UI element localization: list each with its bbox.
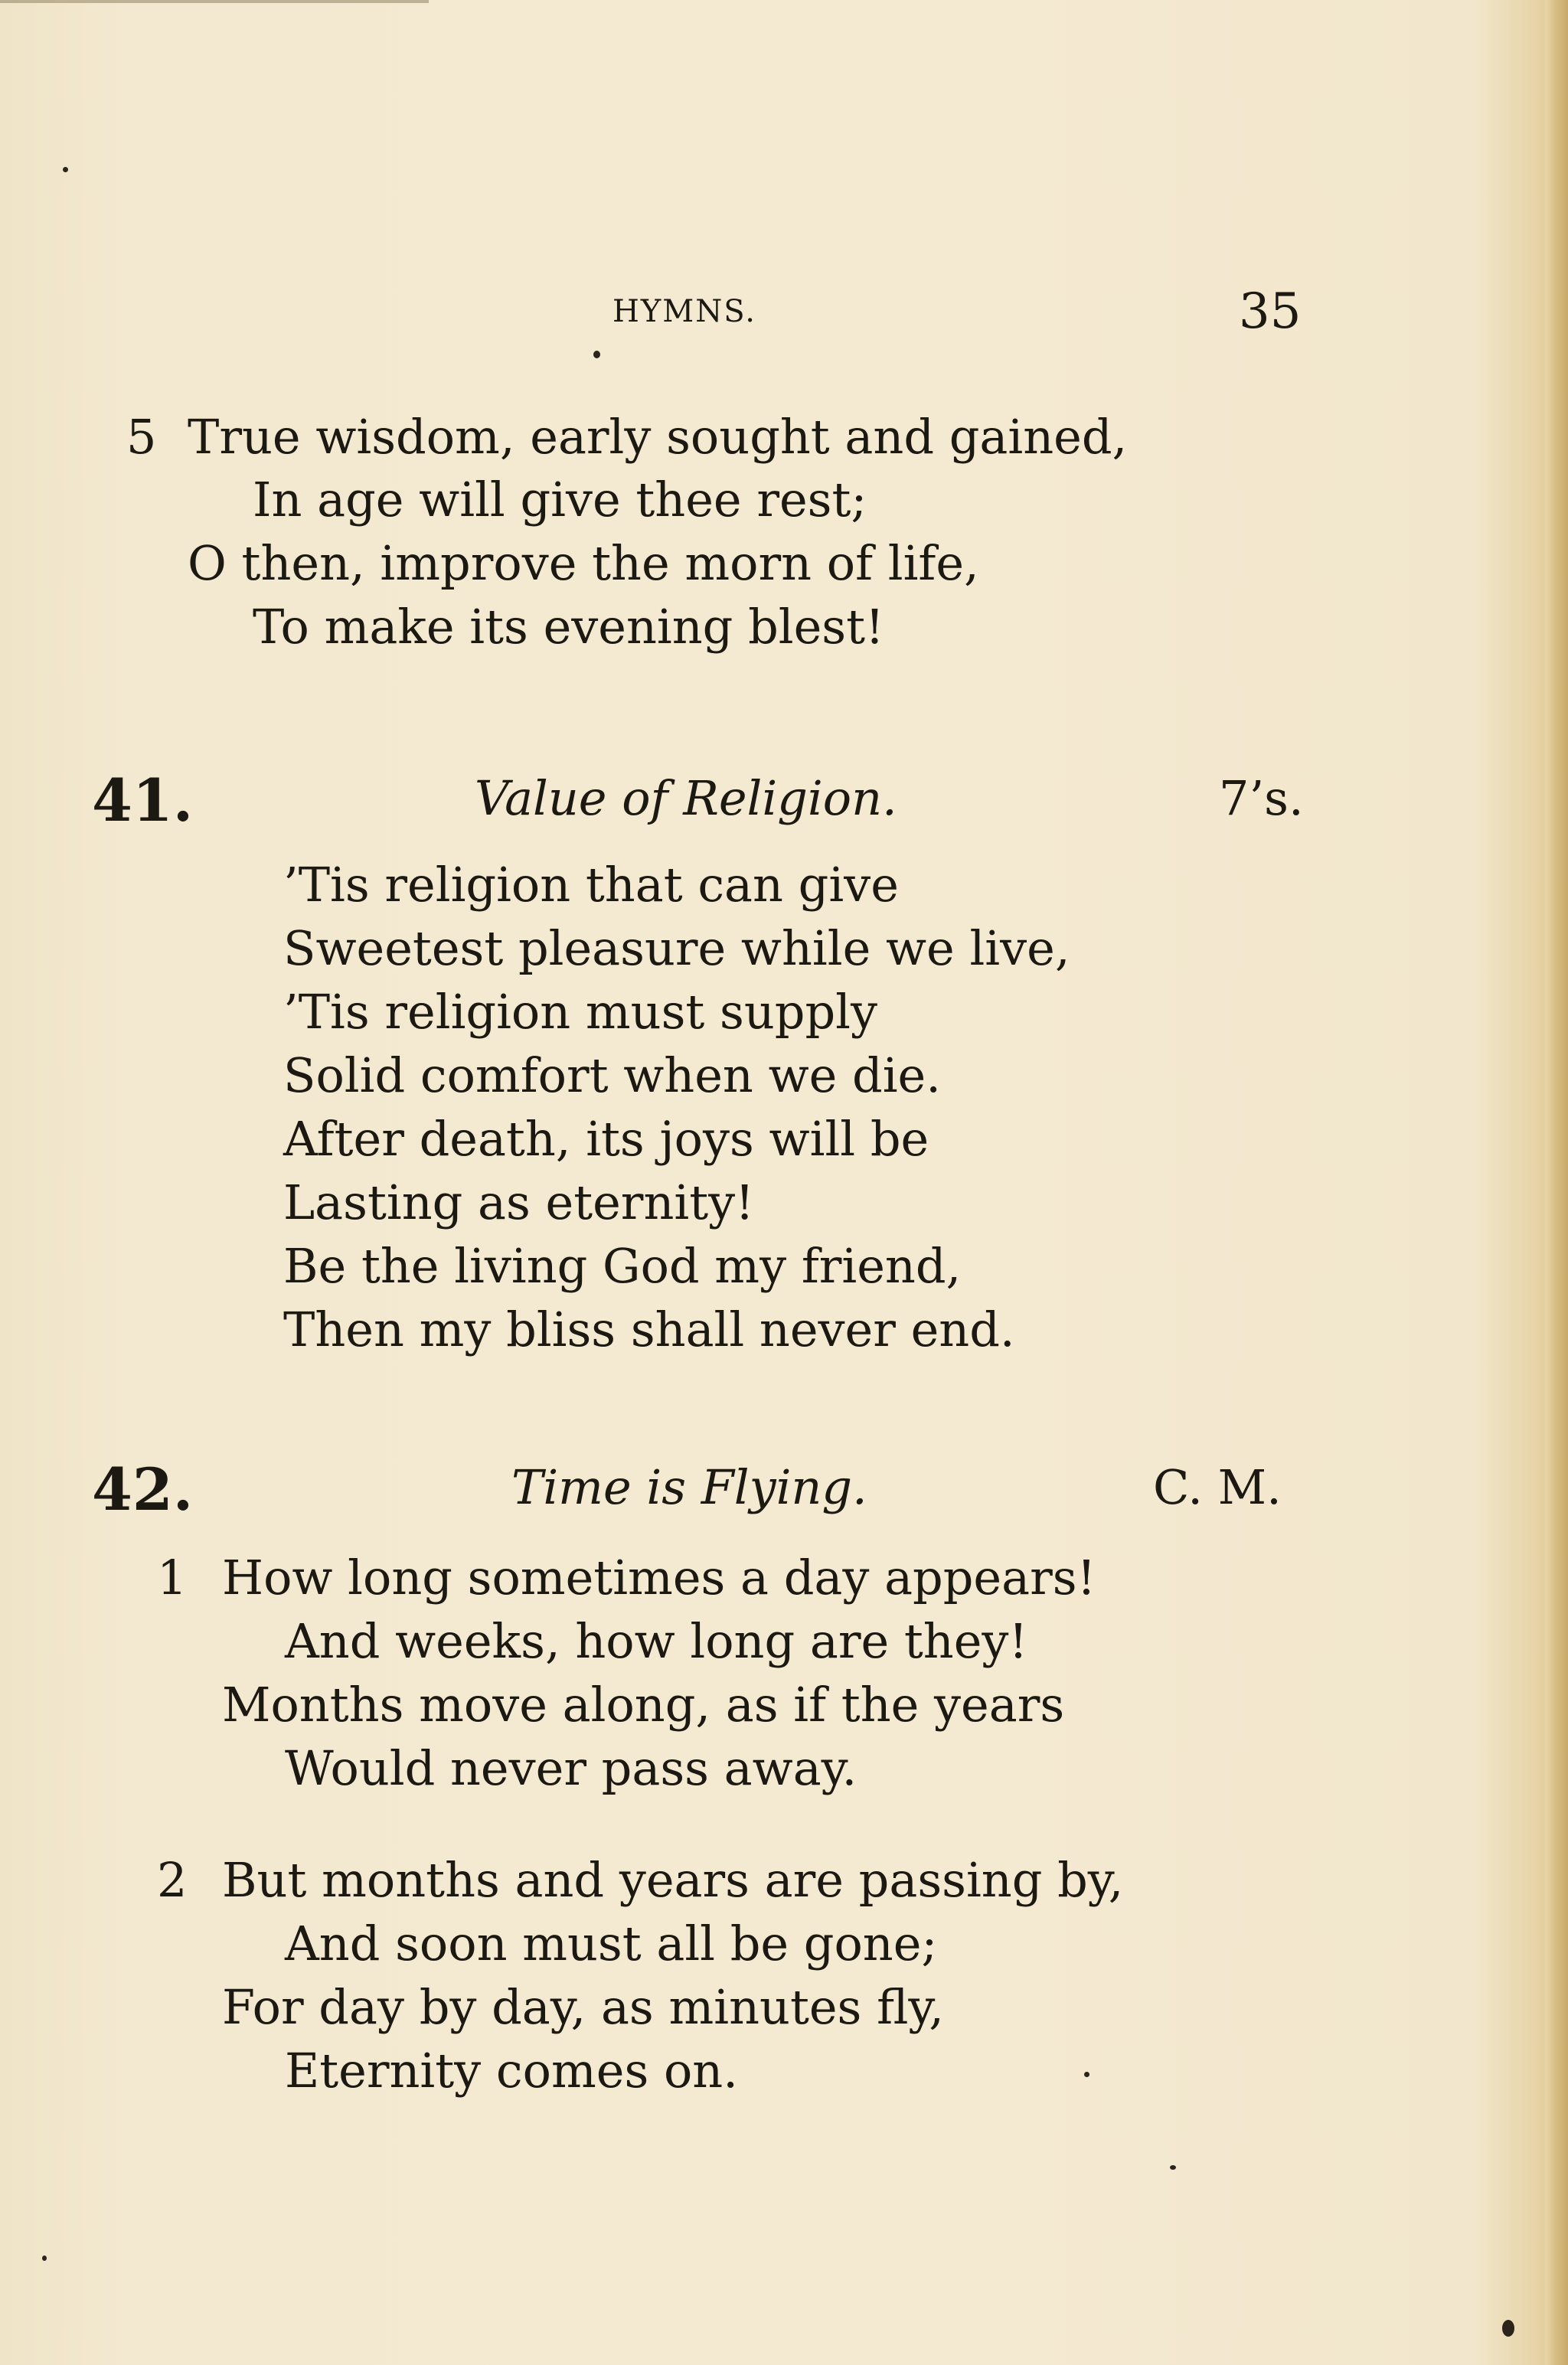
verse-line: ’Tis religion must supply (283, 984, 878, 1040)
verse-line: Eternity comes on. (285, 2043, 738, 2099)
verse-line: And soon must all be gone; (285, 1916, 938, 1971)
verse-line: Would never pass away. (285, 1740, 858, 1796)
verse-number: 2 (157, 1852, 188, 1908)
verse-line: ’Tis religion that can give (283, 857, 899, 913)
verse-line: Then my bliss shall never end. (283, 1302, 1015, 1357)
verse-line: Solid comfort when we die. (283, 1047, 941, 1103)
hymn-meter: 7’s. (1219, 770, 1304, 826)
hymn-number: 41. (92, 766, 194, 835)
ink-speck (1170, 2165, 1176, 2170)
page-number: 35 (1239, 283, 1302, 340)
ink-speck (593, 351, 600, 358)
running-head: HYMNS. (612, 294, 756, 329)
top-rule (0, 0, 429, 3)
verse-number: 1 (157, 1550, 188, 1606)
verse-line: After death, its joys will be (283, 1111, 929, 1167)
ink-speck (1084, 2072, 1089, 2077)
verse-line: Be the living God my friend, (283, 1238, 962, 1294)
verse-line: Sweetest pleasure while we live, (283, 920, 1070, 976)
page-header (0, 283, 1568, 345)
hymn-title: Value of Religion. (475, 770, 897, 826)
verse-line: But months and years are passing by, (222, 1852, 1124, 1908)
verse-line: How long sometimes a day appears! (222, 1550, 1096, 1606)
ink-speck (63, 167, 68, 172)
ink-speck (1502, 2320, 1514, 2337)
hymn-title: Time is Flying. (511, 1459, 867, 1515)
page-edge (1545, 0, 1568, 2365)
verse-line: For day by day, as minutes fly, (222, 1979, 944, 2035)
verse-line: In age will give thee rest; (253, 472, 867, 528)
hymn-meter: C. M. (1153, 1459, 1282, 1515)
ink-speck (42, 2256, 47, 2261)
verse-line: To make its evening blest! (253, 599, 884, 655)
verse-line: And weeks, how long are they! (285, 1613, 1028, 1669)
verse-line: Lasting as eternity! (283, 1174, 755, 1230)
verse-line: Months move along, as if the years (222, 1677, 1065, 1733)
hymn-number: 42. (92, 1455, 194, 1524)
verse-number: 5 (126, 409, 157, 465)
verse-line: O then, improve the morn of life, (188, 535, 979, 591)
verse-line: True wisdom, early sought and gained, (188, 409, 1128, 465)
